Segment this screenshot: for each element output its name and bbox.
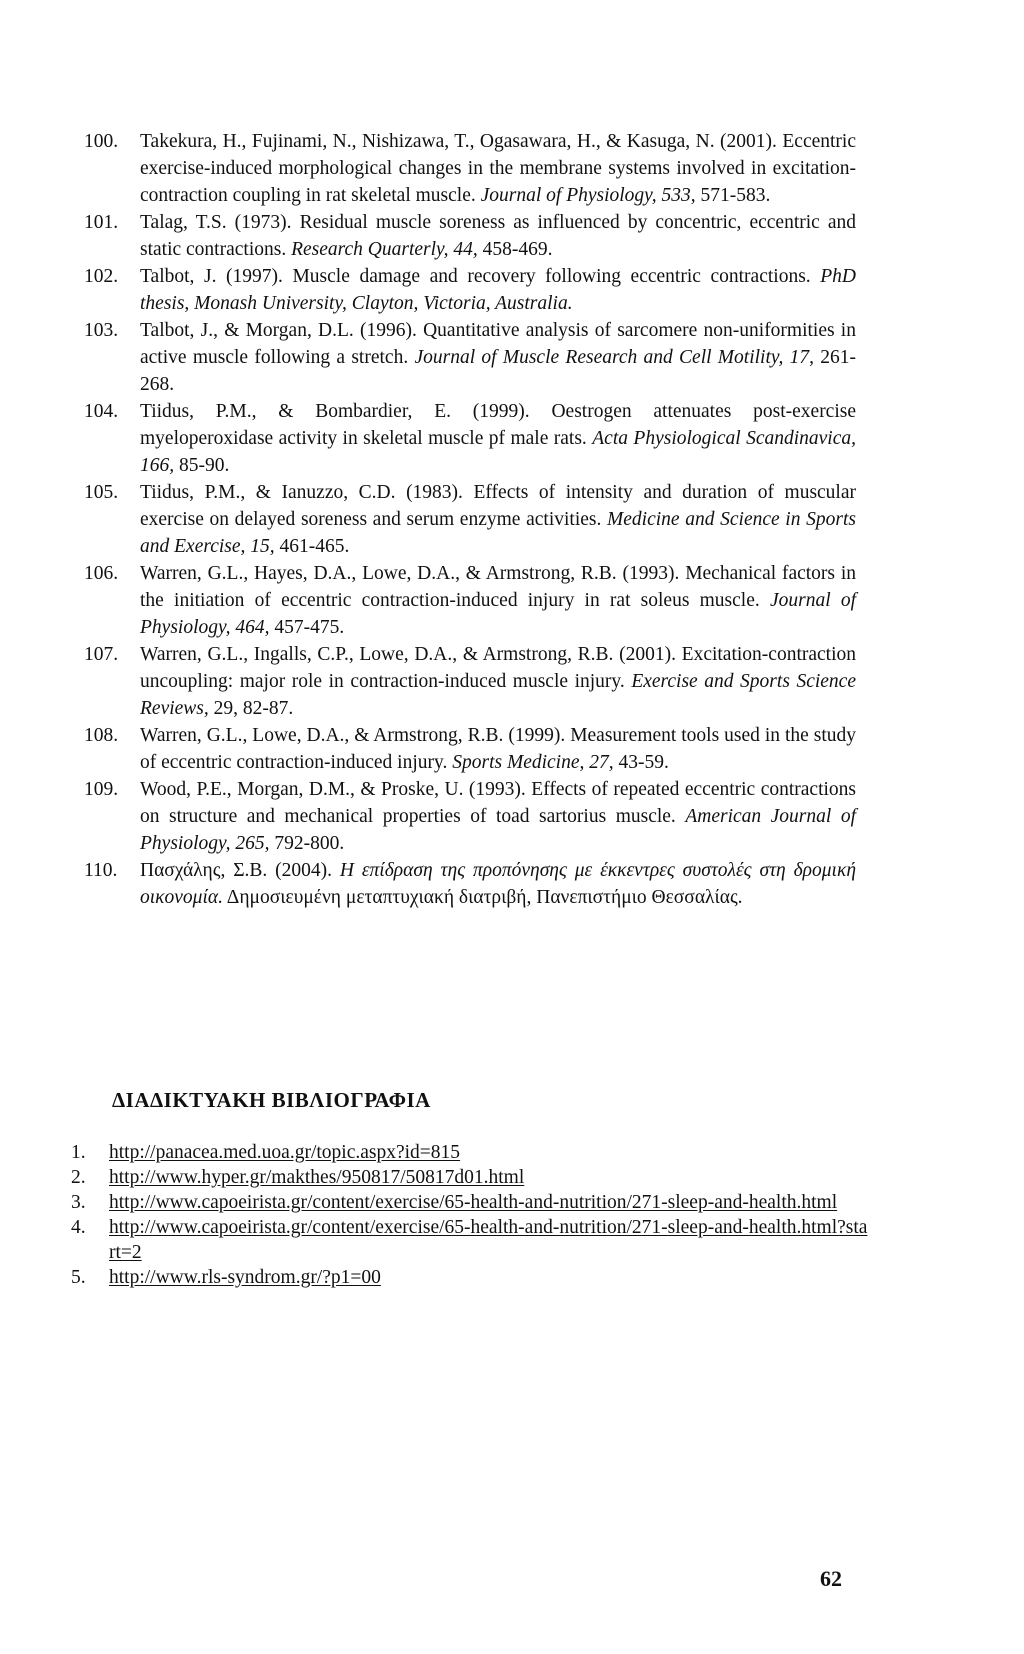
reference-journal: Exercise and Sports Science Reviews,: [140, 671, 856, 719]
reference-number: 105.: [84, 482, 119, 503]
reference-item: [84, 209, 856, 263]
reference-item: [84, 641, 857, 722]
reference-item: [84, 722, 857, 776]
reference-pages: Δημοσιευμένη μεταπτυχιακή διατριβή, Πανεπιστήμιο Θεσσαλίας.: [223, 887, 743, 908]
web-link-number: 1.: [71, 1142, 86, 1163]
reference-number: 102.: [84, 266, 119, 287]
web-link-item: [71, 1140, 871, 1165]
reference-text: Measurement tools used in the study of eccentric contraction-induced injury.: [140, 725, 857, 773]
reference-authors: Warren, G.L., Ingalls, C.P., Lowe, D.A., & Armstrong, R.B. (2001).: [140, 644, 676, 665]
reference-journal: PhD thesis, Monash University, Clayton, Victoria, Australia.: [140, 266, 856, 314]
reference-item: [84, 776, 856, 857]
reference-item: [84, 857, 856, 911]
reference-pages: 571-583.: [695, 185, 771, 206]
web-link-item: [71, 1265, 871, 1290]
web-link-item: [71, 1215, 871, 1265]
reference-authors: Πασχάλης, Σ.Β. (2004).: [140, 860, 333, 881]
web-link-number: 5.: [71, 1267, 86, 1288]
reference-journal: Research Quarterly, 44,: [291, 239, 478, 260]
reference-text: Mechanical factors in the initiation of eccentric contraction-induced injury in rat soleus muscle.: [140, 563, 857, 611]
reference-number: 109.: [84, 779, 119, 800]
reference-text: Excitation-contraction uncoupling: major role in contraction-induced muscle injury.: [140, 644, 857, 692]
reference-journal: Η επίδραση της προπόνησης με έκκεντρες συστολές στη δρομική οικονομία.: [140, 860, 856, 908]
web-link-list: [71, 1140, 871, 1290]
reference-pages: 29, 82-87.: [208, 698, 294, 719]
page-number: 62: [820, 1566, 842, 1591]
reference-number: 101.: [84, 212, 119, 233]
web-link[interactable]: http://www.capoeirista.gr/content/exercise/65-health-and-nutrition/271-sleep-and-health.html?start=2: [109, 1217, 868, 1263]
reference-journal: Journal of Physiology, 464,: [140, 590, 856, 638]
reference-authors: Talag, T.S. (1973).: [140, 212, 292, 233]
reference-number: 110.: [84, 860, 118, 881]
reference-text: Effects of intensity and duration of muscular exercise on delayed soreness and serum enzyme activities.: [140, 482, 856, 530]
reference-journal: Acta Physiological Scandinavica, 166,: [140, 428, 856, 476]
reference-item: [84, 560, 857, 641]
reference-number: 103.: [84, 320, 119, 341]
reference-journal: Journal of Muscle Research and Cell Motility, 17,: [414, 347, 814, 368]
reference-authors: Tiidus, P.M., & Bombardier, E. (1999).: [140, 401, 530, 422]
reference-authors: Warren, G.L., Hayes, D.A., Lowe, D.A., & Armstrong, R.B. (1993).: [140, 563, 680, 584]
reference-journal: Sports Medicine, 27,: [452, 752, 614, 773]
web-link[interactable]: http://www.hyper.gr/makthes/950817/50817d01.html: [109, 1167, 525, 1188]
reference-number: 106.: [84, 563, 119, 584]
reference-item: [84, 398, 856, 479]
reference-pages: 461-465.: [274, 536, 350, 557]
web-link[interactable]: http://panacea.med.uoa.gr/topic.aspx?id=815: [109, 1142, 461, 1163]
reference-number: 100.: [84, 131, 119, 152]
web-link-number: 3.: [71, 1192, 86, 1213]
reference-journal: Journal of Physiology, 533,: [480, 185, 696, 206]
reference-text: Oestrogen attenuates post-exercise myeloperoxidase activity in skeletal muscle pf male rats.: [140, 401, 856, 449]
reference-authors: Warren, G.L., Lowe, D.A., & Armstrong, R.B. (1999).: [140, 725, 566, 746]
reference-number: 108.: [84, 725, 119, 746]
reference-text: Muscle damage and recovery following eccentric contractions.: [292, 266, 811, 287]
reference-number: 104.: [84, 401, 119, 422]
reference-authors: Wood, P.E., Morgan, D.M., & Proske, U. (1993).: [140, 779, 526, 800]
reference-pages: 43-59.: [613, 752, 669, 773]
reference-authors: Talbot, J., & Morgan, D.L. (1996).: [140, 320, 417, 341]
reference-journal: Medicine and Science in Sports and Exercise, 15,: [140, 509, 856, 557]
reference-item: [84, 317, 857, 398]
reference-item: [84, 479, 856, 560]
reference-text: Quantitative analysis of sarcomere non-uniformities in active muscle following a stretch.: [140, 320, 856, 368]
reference-pages: 792-800.: [269, 833, 345, 854]
web-link[interactable]: http://www.capoeirista.gr/content/exercise/65-health-and-nutrition/271-sleep-and-health.html: [109, 1192, 838, 1213]
reference-number: 107.: [84, 644, 119, 665]
web-bibliography-heading: ΔΙΑΔΙΚΤΥΑΚΗ ΒΙΒΛΙΟΓΡΑΦΙΑ: [112, 1088, 431, 1112]
web-link-item: [71, 1165, 871, 1190]
reference-pages: 457-475.: [269, 617, 345, 638]
reference-text: Effects of repeated eccentric contractions on structure and mechanical properties of toad sartorius muscle.: [140, 779, 856, 827]
reference-text: Residual muscle soreness as influenced by concentric, eccentric and static contractions.: [140, 212, 856, 260]
reference-list: [84, 128, 857, 911]
reference-item: [84, 128, 856, 209]
web-link-number: 4.: [71, 1217, 86, 1238]
reference-text: (2001). Eccentric exercise-induced morphological changes in the membrane systems involved in excitation-contraction coupling in rat skeletal muscle.: [140, 131, 856, 206]
web-link[interactable]: http://www.rls-syndrom.gr/?p1=00: [109, 1267, 381, 1288]
reference-journal: American Journal of Physiology, 265,: [140, 806, 856, 854]
reference-authors: Takekura, H., Fujinami, N., Nishizawa, T., Ogasawara, H., & Kasuga, N.: [140, 131, 715, 152]
reference-authors: Talbot, J. (1997).: [140, 266, 283, 287]
web-link-item: [71, 1190, 871, 1215]
reference-item: [84, 263, 856, 317]
reference-pages: 458-469.: [477, 239, 553, 260]
reference-authors: Tiidus, P.M., & Ianuzzo, C.D. (1983).: [140, 482, 463, 503]
web-link-number: 2.: [71, 1167, 86, 1188]
reference-pages: 85-90.: [174, 455, 230, 476]
reference-pages: 261-268.: [140, 347, 857, 395]
